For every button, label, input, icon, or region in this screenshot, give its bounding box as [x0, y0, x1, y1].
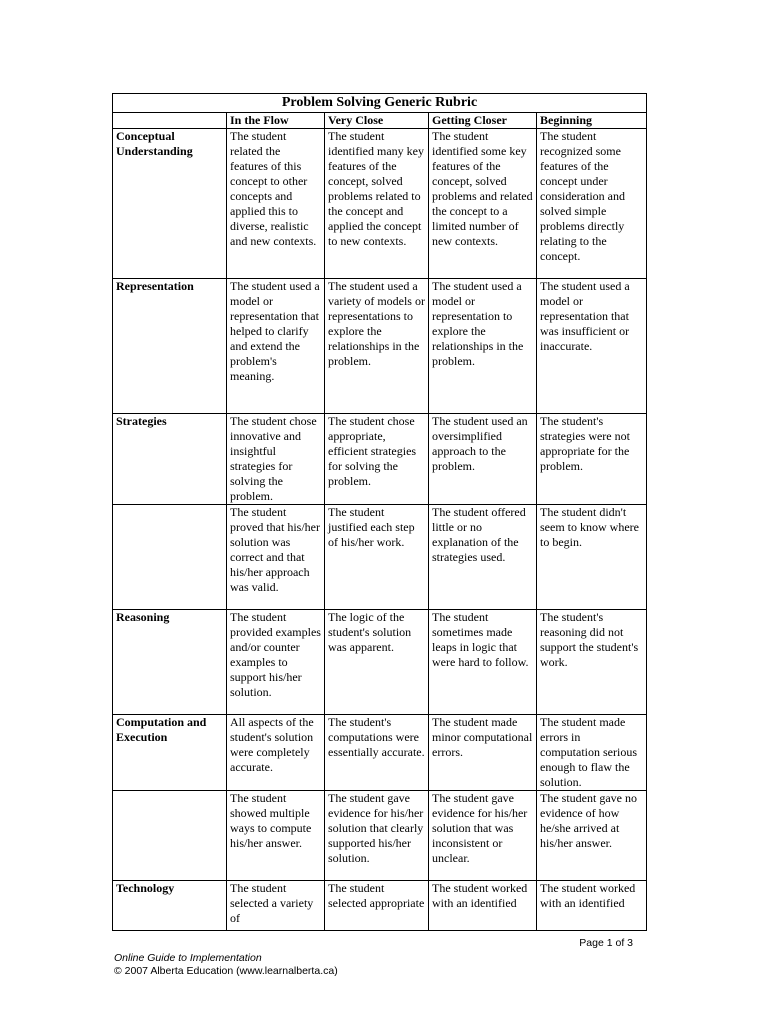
rubric-cell: The student selected appropriate: [325, 881, 429, 931]
rubric-cell: The student identified some key features of the concept, solved problems and related the concept to a limited number of new contexts.: [429, 129, 537, 279]
rubric-row: [113, 881, 647, 931]
rubric-cell: The student used a variety of models or representations to explore the relationships in the problem.: [325, 279, 429, 414]
rubric-cell: The student made errors in computation serious enough to flaw the solution.: [537, 715, 647, 791]
rubric-row: [113, 715, 647, 791]
rubric-cell: The student selected a variety of: [227, 881, 325, 931]
rubric-row: [113, 791, 647, 881]
row-category: Reasoning: [113, 610, 227, 715]
rubric-row: [113, 505, 647, 610]
title-row: [113, 94, 647, 113]
rubric-cell: The student made minor computational errors.: [429, 715, 537, 791]
row-category: Representation: [113, 279, 227, 414]
rubric-cell: The student chose appropriate, efficient strategies for solving the problem.: [325, 414, 429, 505]
rubric-cell: The student gave evidence for his/her solution that was inconsistent or unclear.: [429, 791, 537, 881]
rubric-cell: The student worked with an identified: [537, 881, 647, 931]
rubric-cell: The logic of the student's solution was apparent.: [325, 610, 429, 715]
page-number: Page 1 of 3: [579, 937, 633, 949]
rubric-cell: The student used a model or representation that was insufficient or inaccurate.: [537, 279, 647, 414]
footer: [114, 952, 338, 978]
column-header-getting-closer: Getting Closer: [429, 113, 537, 129]
rubric-cell: The student used a model or representation that helped to clarify and extend the problem's meaning.: [227, 279, 325, 414]
rubric-cell: The student offered little or no explanation of the strategies used.: [429, 505, 537, 610]
rubric-cell: The student justified each step of his/her work.: [325, 505, 429, 610]
rubric-cell: The student gave evidence for his/her solution that clearly supported his/her solution.: [325, 791, 429, 881]
rubric-cell: The student provided examples and/or counter examples to support his/her solution.: [227, 610, 325, 715]
rubric-cell: The student proved that his/her solution was correct and that his/her approach was valid.: [227, 505, 325, 610]
column-header-in-the-flow: In the Flow: [227, 113, 325, 129]
rubric-cell: The student recognized some features of the concept under consideration and solved simple problems directly relating to the concept.: [537, 129, 647, 279]
rubric-cell: The student used a model or representation to explore the relationships in the problem.: [429, 279, 537, 414]
rubric-cell: The student didn't seem to know where to begin.: [537, 505, 647, 610]
rubric-cell: The student's reasoning did not support the student's work.: [537, 610, 647, 715]
column-header-beginning: Beginning: [537, 113, 647, 129]
rubric-cell: The student gave no evidence of how he/she arrived at his/her answer.: [537, 791, 647, 881]
rubric-cell: All aspects of the student's solution were completely accurate.: [227, 715, 325, 791]
row-category: Strategies: [113, 414, 227, 505]
footer-guide-title: Online Guide to Implementation: [114, 952, 262, 964]
rubric-cell: The student's computations were essentially accurate.: [325, 715, 429, 791]
rubric-row: [113, 610, 647, 715]
rubric-row: [113, 129, 647, 279]
rubric-cell: The student sometimes made leaps in logic that were hard to follow.: [429, 610, 537, 715]
rubric-body: [113, 129, 647, 931]
column-header-very-close: Very Close: [325, 113, 429, 129]
rubric-table: [112, 93, 647, 931]
rubric-title: Problem Solving Generic Rubric: [113, 94, 647, 113]
rubric-cell: The student chose innovative and insightful strategies for solving the problem.: [227, 414, 325, 505]
rubric-cell: The student worked with an identified: [429, 881, 537, 931]
rubric-row: [113, 414, 647, 505]
row-category: Computation and Execution: [113, 715, 227, 791]
rubric-row: [113, 279, 647, 414]
row-category: [113, 505, 227, 610]
row-category: Conceptual Understanding: [113, 129, 227, 279]
rubric-cell: The student related the features of this concept to other concepts and applied this to diverse, realistic and new contexts.: [227, 129, 325, 279]
row-category: Technology: [113, 881, 227, 931]
column-header-blank: [113, 113, 227, 129]
footer-copyright: © 2007 Alberta Education (www.learnalberta.ca): [114, 965, 338, 977]
header-row: [113, 113, 647, 129]
row-category: [113, 791, 227, 881]
rubric-cell: The student identified many key features of the concept, solved problems related to the concept and applied the concept to new contexts.: [325, 129, 429, 279]
rubric-cell: The student's strategies were not appropriate for the problem.: [537, 414, 647, 505]
rubric-cell: The student showed multiple ways to compute his/her answer.: [227, 791, 325, 881]
rubric-cell: The student used an oversimplified approach to the problem.: [429, 414, 537, 505]
